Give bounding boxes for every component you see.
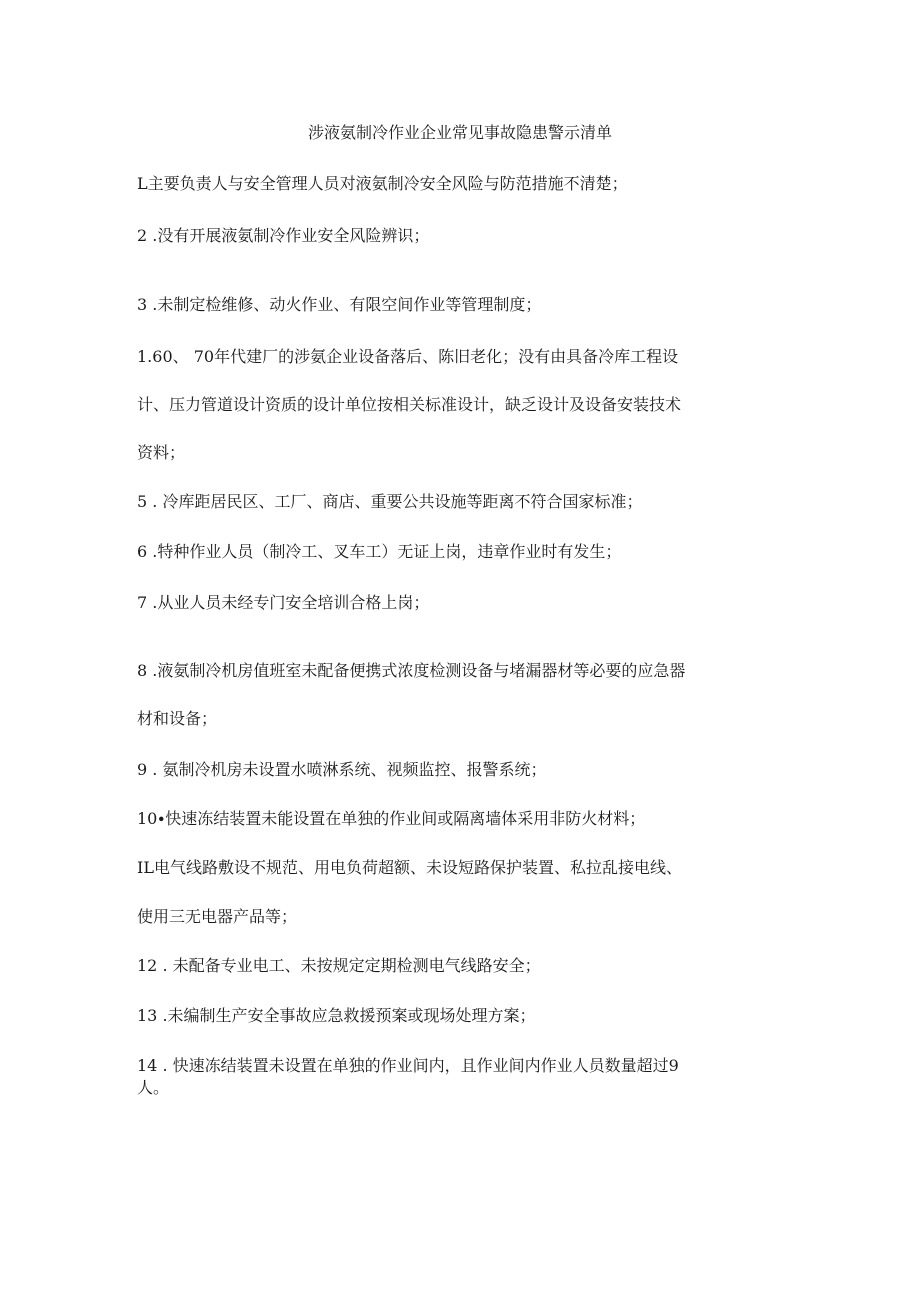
list-item-7: 7 .从业人员未经专门安全培训合格上岗； — [137, 593, 430, 612]
list-item-14-line-2: 人。 — [137, 1078, 170, 1097]
list-item-6: 6 .特种作业人员（制冷工、叉车工）无证上岗，违章作业时有发生； — [137, 542, 622, 561]
list-item-13: 13 .未编制生产安全事故应急救援预案或现场处理方案； — [137, 1006, 536, 1025]
list-item-4-line-3: 资料； — [137, 443, 186, 462]
list-item-4-line-1: 1.60、 70年代建厂的涉氨企业设备落后、陈旧老化；没有由具备冷库工程设 — [137, 347, 679, 366]
list-item-8-line-2: 材和设备； — [137, 709, 218, 728]
list-item-8-line-1: 8 .液氨制冷机房值班室未配备便携式浓度检测设备与堵漏器材等必要的应急器 — [137, 661, 686, 680]
list-item-2: 2 .没有开展液氨制冷作业安全风险辨识； — [137, 226, 430, 245]
list-item-12: 12 . 未配备专业电工、未按规定定期检测电气线路安全； — [137, 956, 541, 975]
list-item-9: 9 . 氨制冷机房未设置水喷淋系统、视频监控、报警系统； — [137, 760, 547, 779]
list-item-4-line-2: 计、压力管道设计资质的设计单位按相关标准设计，缺乏设计及设备安装技术 — [137, 395, 682, 414]
list-item-11-line-2: 使用三无电器产品等； — [137, 907, 298, 926]
list-item-10: 10∙快速冻结装置未能设置在单独的作业间或隔离墙体采用非防火材料； — [137, 809, 646, 828]
list-item-5: 5 . 冷库距居民区、工厂、商店、重要公共设施等距离不符合国家标准； — [137, 492, 643, 511]
list-item-1: L主要负责人与安全管理人员对液氨制冷安全风险与防范措施不清楚； — [137, 174, 628, 193]
list-item-11-line-1: IL电气线路敷设不规范、用电负荷超额、未设短路保护装置、私拉乱接电线、 — [137, 858, 682, 877]
document-title: 涉液氨制冷作业企业常见事故隐患警示清单 — [307, 123, 612, 142]
list-item-3: 3 .未制定检维修、动火作业、有限空间作业等管理制度； — [137, 295, 542, 314]
list-item-14-line-1: 14 . 快速冻结装置未设置在单独的作业间内，且作业间内作业人员数量超过9 — [137, 1056, 679, 1075]
